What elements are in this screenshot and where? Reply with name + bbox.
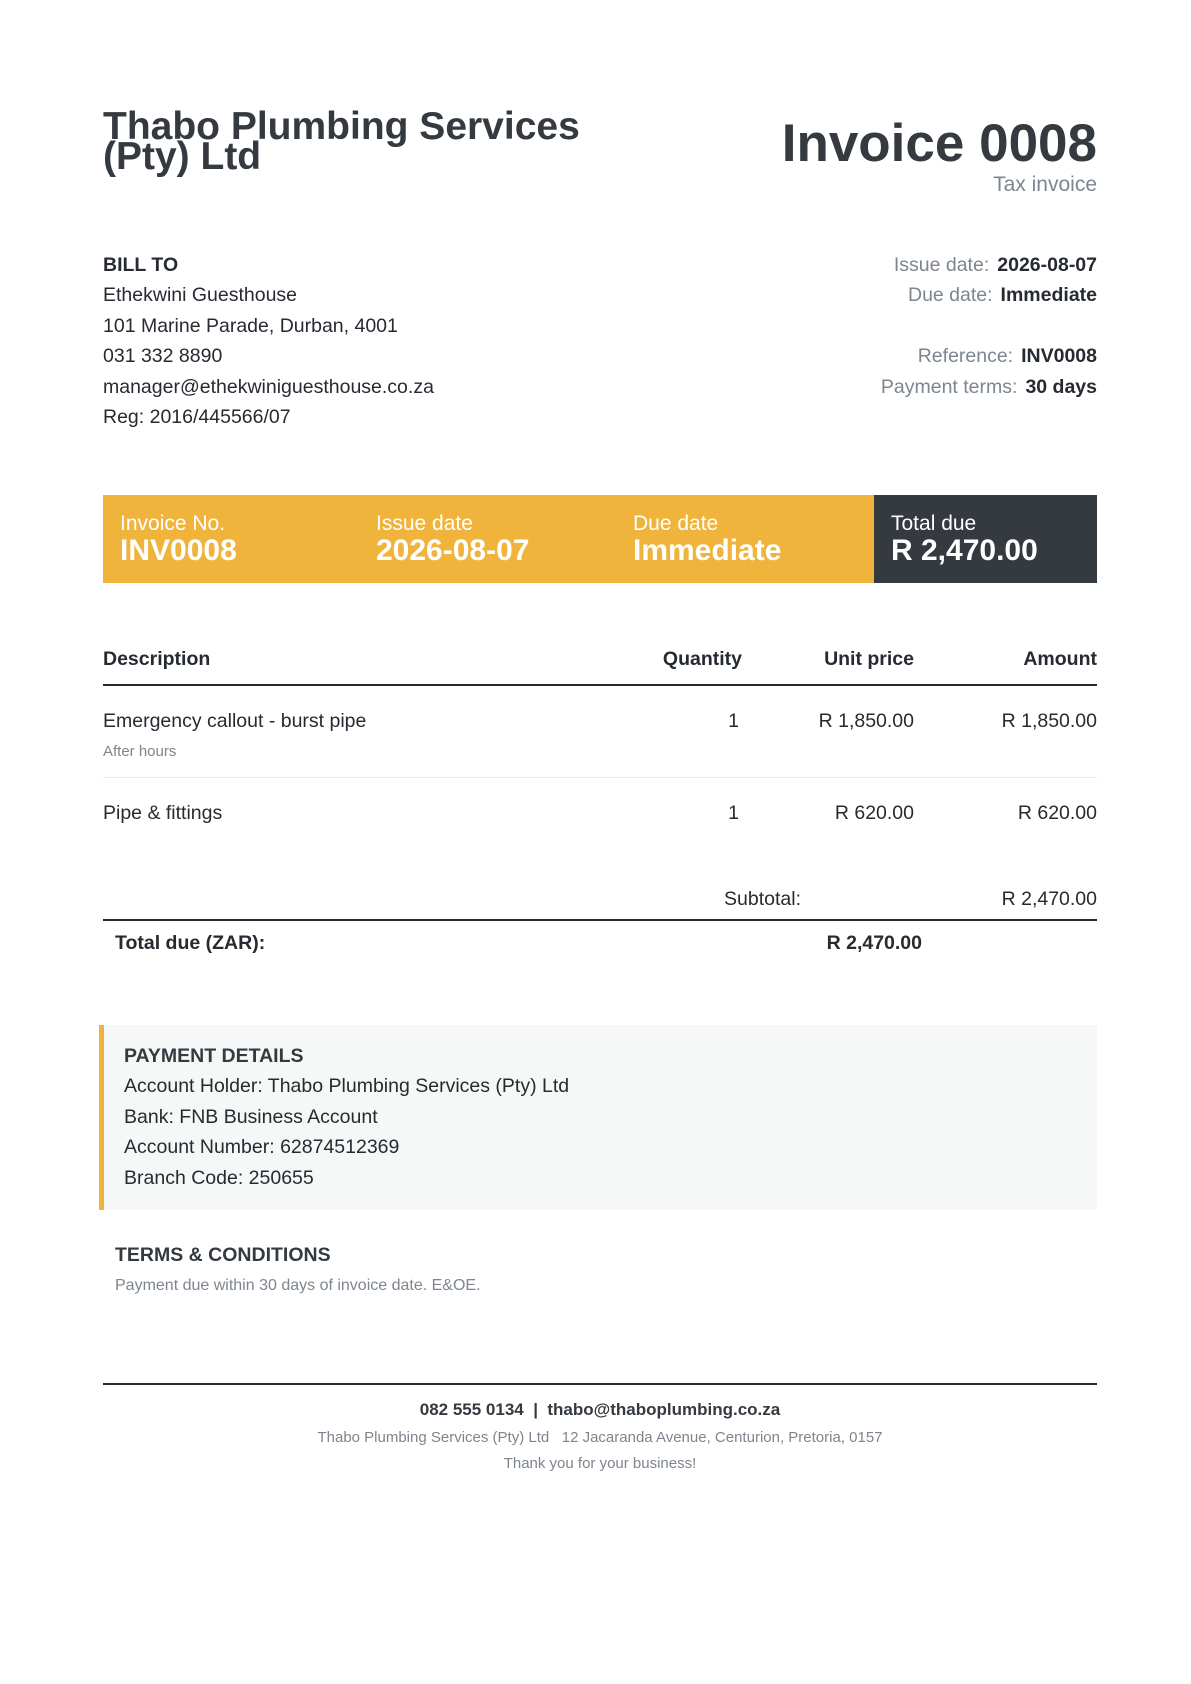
subtotal-value: R 2,470.00 [1001, 888, 1097, 910]
summary-total-label: Total due [891, 512, 977, 535]
header-amount: Amount [1023, 648, 1097, 670]
subtotal-row [103, 885, 1097, 921]
payment-details-panel [99, 1025, 1097, 1210]
summary-total-panel [874, 495, 1097, 583]
subtotal-label: Subtotal: [724, 888, 801, 910]
summary-due-label: Due date [633, 512, 719, 535]
footer-address: Thabo Plumbing Services (Pty) Ltd 12 Jacaranda Avenue, Centurion, Pretoria, 0157 [317, 1429, 883, 1446]
terms-heading: TERMS & CONDITIONS [115, 1244, 331, 1266]
terms-section [115, 1244, 481, 1295]
invoice-subtitle: Tax invoice [993, 173, 1097, 196]
footer-divider [103, 1383, 1097, 1385]
meta-reference-value: INV0008 [1021, 345, 1097, 368]
footer [103, 1400, 1097, 1472]
terms-text: Payment due within 30 days of invoice date. E&OE. [115, 1277, 481, 1294]
company-name: Thabo Plumbing Services (Pty) Ltd [103, 105, 580, 178]
item-unit-price: R 1,850.00 [818, 710, 914, 732]
invoice-meta [881, 250, 1097, 402]
total-label: Total due (ZAR): [115, 932, 266, 954]
meta-issue-label: Issue date: [893, 254, 990, 276]
meta-payment-terms [881, 372, 1097, 402]
total-value: R 2,470.00 [826, 932, 922, 954]
item-note: After hours [103, 743, 177, 760]
payment-heading: PAYMENT DETAILS [124, 1045, 304, 1067]
item-unit-price: R 620.00 [834, 802, 914, 824]
summary-issue-value: 2026-08-07 [376, 534, 530, 567]
summary-issue-date [376, 512, 529, 566]
meta-issue-date [881, 250, 1097, 280]
meta-issue-value: 2026-08-07 [997, 254, 1097, 276]
summary-invoice-no-label: Invoice No. [120, 512, 226, 535]
summary-total [891, 512, 1038, 566]
bill-to-block [103, 250, 434, 432]
footer-contact: 082 555 0134 | thabo@thaboplumbing.co.za [419, 1400, 781, 1419]
meta-reference [881, 341, 1097, 371]
meta-due-label: Due date: [907, 284, 993, 307]
client-name: Ethekwini Guesthouse [103, 284, 298, 307]
header-unit-price: Unit price [824, 648, 914, 670]
client-email: manager@ethekwiniguesthouse.co.za [103, 375, 434, 398]
payment-account-number: Account Number: 62874512369 [124, 1136, 400, 1159]
summary-due-value: Immediate [633, 534, 782, 567]
client-phone: 031 332 8890 [103, 345, 223, 368]
meta-terms-label: Payment terms: [880, 375, 1018, 398]
item-description: Emergency callout - burst pipe [103, 710, 367, 732]
payment-branch-code: Branch Code: 250655 [124, 1166, 314, 1189]
table-header [103, 640, 1097, 686]
payment-bank: Bank: FNB Business Account [124, 1105, 378, 1128]
header-quantity: Quantity [662, 648, 742, 670]
header-description: Description [103, 648, 211, 670]
line-items-table [103, 640, 1097, 870]
summary-due-date [633, 512, 781, 566]
payment-account-holder: Account Holder: Thabo Plumbing Services (Pty) Ltd [124, 1075, 570, 1098]
invoice-title: Invoice 0008 [781, 114, 1097, 173]
table-row [103, 778, 1097, 870]
summary-invoice-no [120, 512, 237, 566]
footer-thanks: Thank you for your business! [503, 1455, 697, 1472]
item-description: Pipe & fittings [103, 802, 223, 824]
table-row [103, 686, 1097, 778]
client-address: 101 Marine Parade, Durban, 4001 [103, 314, 398, 337]
item-quantity: 1 [728, 802, 739, 824]
client-registration: Reg: 2016/445566/07 [103, 406, 291, 429]
summary-total-value: R 2,470.00 [891, 534, 1038, 567]
summary-issue-label: Issue date [376, 512, 473, 535]
bill-to-label: BILL TO [103, 254, 179, 276]
meta-terms-value: 30 days [1025, 375, 1097, 398]
meta-due-value: Immediate [1000, 284, 1097, 307]
summary-bar [103, 495, 1097, 583]
item-amount: R 1,850.00 [1001, 710, 1097, 732]
item-quantity: 1 [728, 710, 739, 732]
meta-reference-label: Reference: [917, 345, 1014, 368]
item-amount: R 620.00 [1017, 802, 1097, 824]
meta-due-date [881, 280, 1097, 310]
summary-invoice-no-value: INV0008 [120, 534, 237, 567]
